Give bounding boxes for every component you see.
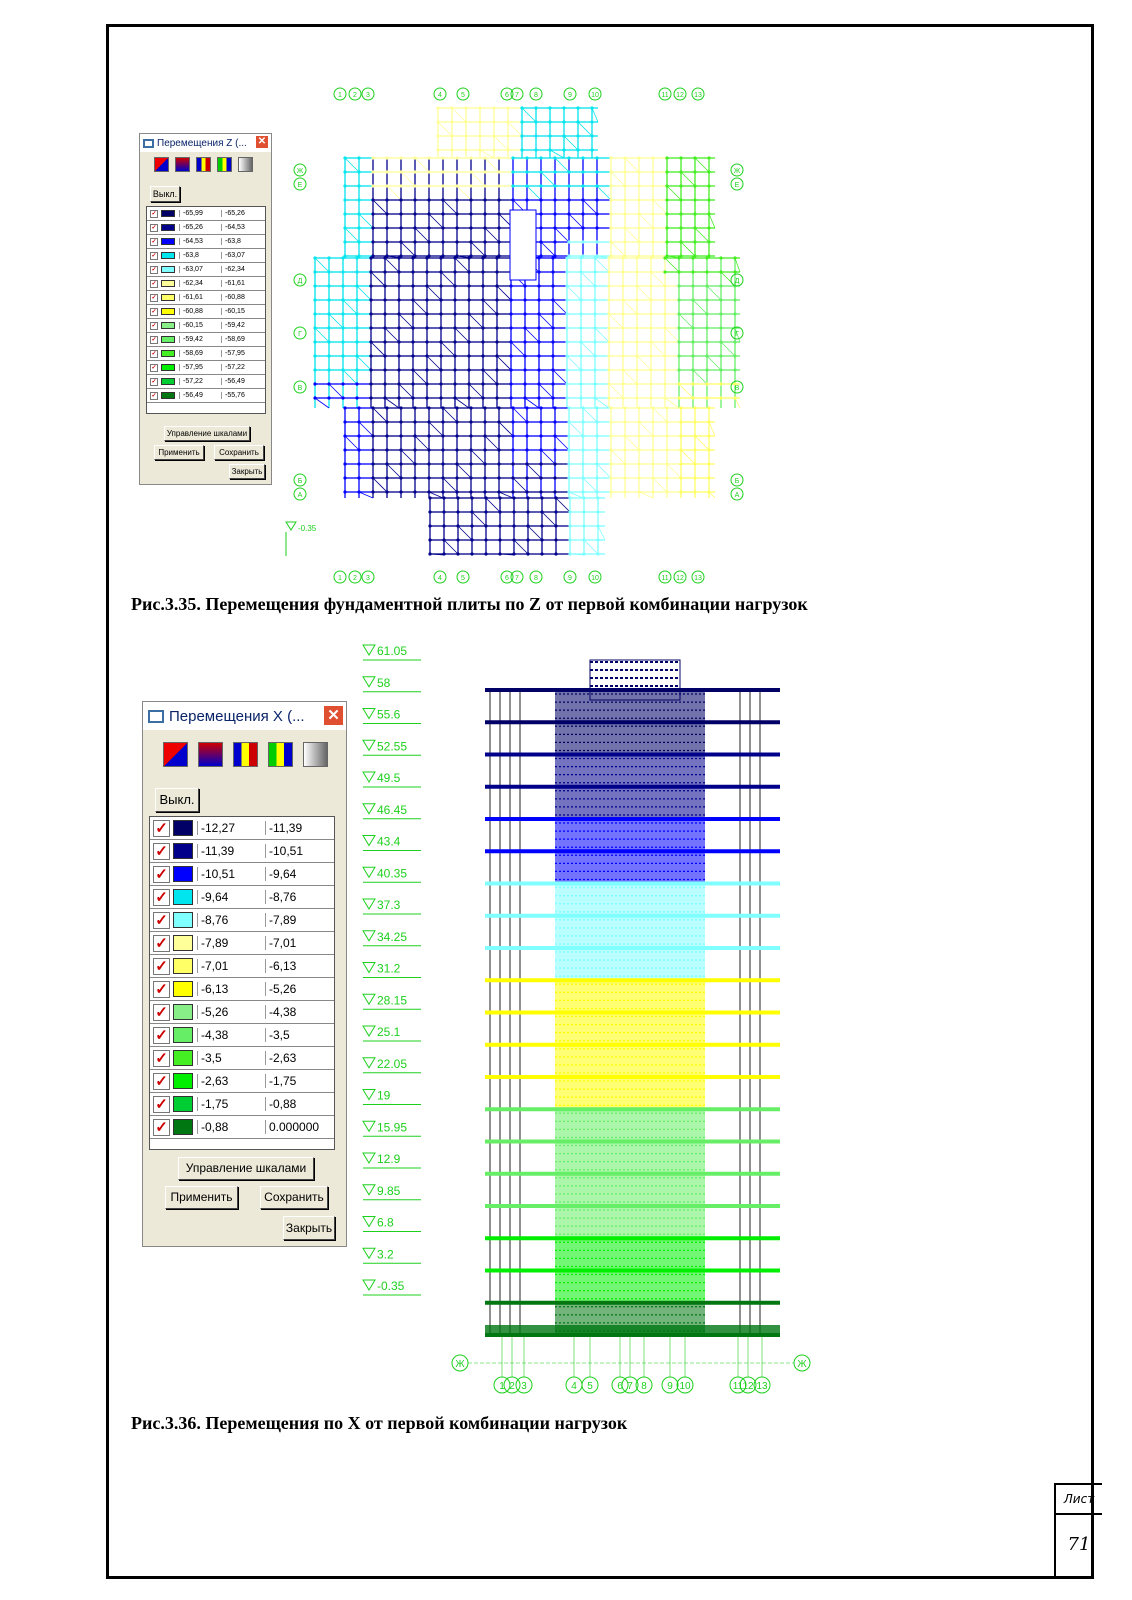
elevation-label: 40.35 (377, 866, 408, 881)
checkbox-icon[interactable]: ✓ (153, 866, 170, 883)
color-swatch[interactable] (173, 820, 193, 836)
section-axis-label: 7 (627, 1381, 633, 1392)
elevation-label: 58 (377, 675, 391, 690)
range-from: -11,39 (197, 844, 265, 858)
close-button[interactable]: Закрыть (283, 1216, 335, 1240)
off-button[interactable]: Выкл. (150, 186, 180, 202)
bottom-axis-label: 13 (694, 575, 702, 582)
range-from: -56,49 (179, 392, 221, 399)
range-to: -60,88 (221, 294, 263, 301)
range-to: -11,39 (265, 821, 333, 835)
save-button[interactable]: Сохранить (260, 1186, 328, 1209)
range-from: -57,95 (179, 364, 221, 371)
right-axis-label: Е (734, 182, 740, 189)
range-to: -4,38 (265, 1005, 333, 1019)
left-axis-label: Е (297, 182, 303, 189)
range-from: -2,63 (197, 1074, 265, 1088)
top-axis-label: 2 (353, 92, 357, 99)
color-swatch[interactable] (173, 912, 193, 928)
range-from: -57,22 (179, 378, 221, 385)
checkbox-icon[interactable]: ✓ (151, 280, 157, 287)
right-axis-label: В (734, 385, 740, 392)
left-axis-label: Г (298, 331, 302, 338)
elevation-label: 37.3 (377, 898, 401, 912)
scale-row[interactable] (147, 291, 265, 305)
range-to: -2,63 (265, 1051, 333, 1065)
apply-button[interactable]: Применить (154, 445, 204, 460)
panel-title: Перемещения X (... (169, 707, 305, 725)
close-icon[interactable]: ✕ (255, 135, 269, 149)
figure1-caption: Рис.3.35. Перемещения фундаментной плиты по Z от первой комбинации нагрузок (131, 594, 808, 614)
scheme-stripes-yellow-icon[interactable] (233, 742, 258, 767)
close-icon[interactable]: ✕ (323, 705, 344, 726)
elevation-label: 31.2 (377, 961, 401, 976)
elevation-label: 46.45 (377, 802, 408, 817)
elevation-label: 34.25 (377, 929, 408, 944)
range-to: -56,49 (221, 378, 263, 385)
checkbox-icon[interactable]: ✓ (151, 364, 157, 371)
elevation-label: 19 (377, 1088, 391, 1103)
checkbox-icon[interactable]: ✓ (153, 1027, 170, 1044)
range-to: -65,26 (221, 210, 263, 217)
section-axis-label: 10 (679, 1381, 691, 1392)
range-to: -0,88 (265, 1097, 333, 1111)
top-axis-label: 9 (568, 92, 572, 99)
color-scheme-row (163, 742, 328, 767)
range-to: -3,5 (265, 1028, 333, 1042)
section-axis-label: 5 (587, 1381, 593, 1392)
scale-row[interactable] (147, 361, 265, 375)
range-from: -62,34 (179, 280, 221, 287)
section-axis-markers (452, 1337, 810, 1393)
checkbox-icon[interactable]: ✓ (151, 322, 157, 329)
checkbox-icon[interactable]: ✓ (151, 308, 157, 315)
right-axis-label: Б (734, 478, 740, 485)
color-swatch[interactable] (161, 364, 175, 371)
top-axis-label: 4 (438, 92, 442, 99)
color-swatch[interactable] (173, 843, 193, 859)
checkbox-icon[interactable]: ✓ (153, 843, 170, 860)
right-axis-label: Д (734, 278, 740, 285)
scale-row[interactable] (147, 207, 265, 221)
left-axis-label: А (297, 492, 303, 499)
color-swatch[interactable] (173, 889, 193, 905)
scale-row[interactable] (147, 277, 265, 291)
section-axis-label: 6 (617, 1381, 623, 1392)
range-to: -64,53 (221, 224, 263, 231)
range-from: -6,13 (197, 982, 265, 996)
range-to: -60,15 (221, 308, 263, 315)
range-from: -1,75 (197, 1097, 265, 1111)
range-from: -65,99 (179, 210, 221, 217)
elevation-label: 12.9 (377, 1152, 401, 1166)
elevation-label: 52.55 (377, 739, 408, 754)
color-swatch[interactable] (173, 1004, 193, 1020)
plan-level-label: -0.35 (298, 524, 317, 533)
scheme-gradient-icon[interactable] (175, 157, 190, 172)
bottom-axis-label: 10 (591, 575, 599, 582)
range-to: -1,75 (265, 1074, 333, 1088)
scale-table (149, 816, 335, 1150)
checkbox-icon[interactable]: ✓ (151, 336, 157, 343)
top-axis-label: 11 (661, 92, 669, 99)
checkbox-icon[interactable]: ✓ (153, 1096, 170, 1113)
close-button[interactable]: Закрыть (229, 464, 265, 479)
displacement-x-panel (142, 701, 347, 1247)
range-to: -10,51 (265, 844, 333, 858)
range-from: -7,01 (197, 959, 265, 973)
bottom-axis-label: 8 (534, 575, 538, 582)
color-swatch[interactable] (173, 1073, 193, 1089)
range-to: -63,8 (221, 238, 263, 245)
plan-axis-markers (294, 88, 743, 583)
elevation-label: 3.2 (377, 1247, 394, 1262)
scheme-gray-icon[interactable] (303, 742, 328, 767)
range-from: -63,8 (179, 252, 221, 259)
range-to: -57,95 (221, 350, 263, 357)
color-swatch[interactable] (173, 1119, 193, 1135)
range-to: -55,76 (221, 392, 263, 399)
plan-level-marker (286, 522, 317, 556)
color-swatch[interactable] (173, 866, 193, 882)
top-axis-label: 12 (676, 92, 684, 99)
range-from: -10,51 (197, 867, 265, 881)
bottom-axis-label: 1 (338, 575, 342, 582)
section-axis-label: 12 (742, 1381, 754, 1392)
scale-row[interactable] (150, 1116, 334, 1139)
elevation-label: 6.8 (377, 1215, 394, 1230)
color-swatch[interactable] (161, 238, 175, 245)
elevation-label: 9.85 (377, 1183, 401, 1198)
apply-button[interactable]: Применить (165, 1186, 238, 1209)
elevation-label: 55.6 (377, 707, 401, 722)
window-icon (148, 710, 164, 723)
sheet-stamp (1054, 1483, 1102, 1579)
plan-mesh (313, 106, 740, 555)
checkbox-icon[interactable]: ✓ (153, 981, 170, 998)
top-axis-label: 1 (338, 92, 342, 99)
elevation-label: 43.4 (377, 834, 401, 849)
scale-table (146, 206, 266, 414)
checkbox-icon[interactable]: ✓ (151, 252, 157, 259)
color-swatch[interactable] (161, 322, 175, 329)
range-to: -7,01 (265, 936, 333, 950)
section-axis-label: 13 (756, 1381, 768, 1392)
elevation-label: 61.05 (377, 644, 408, 658)
color-swatch[interactable] (161, 224, 175, 231)
range-from: -3,5 (197, 1051, 265, 1065)
color-swatch[interactable] (161, 336, 175, 343)
color-swatch[interactable] (173, 958, 193, 974)
color-swatch[interactable] (161, 294, 175, 301)
checkbox-icon[interactable]: ✓ (151, 350, 157, 357)
range-from: -64,53 (179, 238, 221, 245)
section-side-axis-label: Ж (455, 1359, 465, 1370)
window-icon (143, 139, 154, 148)
scheme-stripes-green-icon[interactable] (217, 157, 232, 172)
range-from: -60,88 (179, 308, 221, 315)
scale-row[interactable] (150, 978, 334, 1001)
building-section-x-displacement (440, 650, 820, 1410)
elevation-label: 22.05 (377, 1056, 408, 1071)
section-side-axis-label: Ж (797, 1359, 807, 1370)
left-axis-label: Д (297, 278, 303, 285)
elevation-label: 49.5 (377, 771, 401, 785)
scale-row[interactable] (150, 1047, 334, 1070)
scale-row[interactable] (150, 1070, 334, 1093)
scale-row[interactable] (147, 319, 265, 333)
section-axis-label: 9 (667, 1381, 673, 1392)
checkbox-icon[interactable]: ✓ (151, 378, 157, 385)
elevation-label: 28.15 (377, 993, 408, 1008)
section-axis-label: 2 (509, 1381, 515, 1392)
checkbox-icon[interactable]: ✓ (153, 1050, 170, 1067)
bottom-axis-label: 2 (353, 575, 357, 582)
checkbox-icon[interactable]: ✓ (153, 1119, 170, 1136)
checkbox-icon[interactable]: ✓ (153, 1004, 170, 1021)
scale-row[interactable] (147, 249, 265, 263)
scale-row[interactable] (147, 347, 265, 361)
scale-row[interactable] (147, 389, 265, 403)
range-from: -4,38 (197, 1028, 265, 1042)
scale-row[interactable] (150, 840, 334, 863)
range-to: -58,69 (221, 336, 263, 343)
bottom-axis-label: 3 (366, 575, 370, 582)
range-to: -7,89 (265, 913, 333, 927)
bottom-axis-label: 6 (505, 575, 509, 582)
color-swatch[interactable] (173, 935, 193, 951)
checkbox-icon[interactable]: ✓ (153, 958, 170, 975)
scale-row[interactable] (147, 263, 265, 277)
sheet-label: Лист (1056, 1485, 1102, 1515)
panel-titlebar (140, 134, 271, 152)
elevation-label: 15.95 (377, 1120, 408, 1135)
section-axis-label: 8 (641, 1381, 647, 1392)
elevation-marks (355, 640, 435, 1340)
top-axis-label: 3 (366, 92, 370, 99)
top-axis-label: 10 (591, 92, 599, 99)
scale-row[interactable] (150, 863, 334, 886)
scale-row[interactable] (150, 817, 334, 840)
right-axis-label: Ж (733, 168, 741, 175)
scale-row[interactable] (150, 955, 334, 978)
scale-row[interactable] (150, 886, 334, 909)
scale-row[interactable] (147, 305, 265, 319)
checkbox-icon[interactable]: ✓ (151, 238, 157, 245)
range-to: -57,22 (221, 364, 263, 371)
range-from: -60,15 (179, 322, 221, 329)
scale-row[interactable] (147, 235, 265, 249)
scheme-gradient-icon[interactable] (198, 742, 223, 767)
color-swatch[interactable] (173, 1096, 193, 1112)
checkbox-icon[interactable]: ✓ (153, 935, 170, 952)
left-axis-label: Б (297, 478, 303, 485)
color-swatch[interactable] (173, 1050, 193, 1066)
bottom-axis-label: 7 (515, 575, 519, 582)
range-to: -6,13 (265, 959, 333, 973)
bottom-axis-label: 11 (661, 575, 669, 582)
right-axis-label: А (734, 492, 740, 499)
off-button[interactable]: Выкл. (155, 788, 199, 812)
color-scheme-row (154, 157, 253, 172)
scale-row[interactable] (147, 221, 265, 235)
panel-titlebar (143, 702, 346, 730)
color-swatch[interactable] (173, 1027, 193, 1043)
scale-row[interactable] (150, 932, 334, 955)
bottom-axis-label: 5 (461, 575, 465, 582)
right-axis-label: Г (735, 331, 739, 338)
scale-row[interactable] (147, 333, 265, 347)
bottom-axis-label: 4 (438, 575, 442, 582)
checkbox-icon[interactable]: ✓ (151, 392, 157, 399)
range-to: -5,26 (265, 982, 333, 996)
range-from: -58,69 (179, 350, 221, 357)
panel-title: Перемещения Z (... (157, 137, 247, 149)
range-from: -65,26 (179, 224, 221, 231)
range-to: -62,34 (221, 266, 263, 273)
checkbox-icon[interactable]: ✓ (151, 210, 157, 217)
section-axis-label: 4 (571, 1381, 577, 1392)
left-axis-label: В (297, 385, 303, 392)
range-from: -63,07 (179, 266, 221, 273)
checkbox-icon[interactable]: ✓ (151, 224, 157, 231)
manage-scales-button[interactable]: Управление шкалами (178, 1157, 314, 1180)
checkbox-icon[interactable]: ✓ (153, 820, 170, 837)
elevation-label: -0.35 (377, 1279, 405, 1293)
checkbox-icon[interactable]: ✓ (153, 889, 170, 906)
color-swatch[interactable] (161, 280, 175, 287)
scale-row[interactable] (150, 1001, 334, 1024)
section-axis-label: 1 (499, 1381, 505, 1392)
range-to: -59,42 (221, 322, 263, 329)
color-swatch[interactable] (161, 210, 175, 217)
scheme-stripes-green-icon[interactable] (268, 742, 293, 767)
displacement-z-panel (139, 133, 272, 485)
bottom-axis-label: 12 (676, 575, 684, 582)
scheme-red-blue-icon[interactable] (154, 157, 169, 172)
range-to: -61,61 (221, 280, 263, 287)
range-to: -63,07 (221, 252, 263, 259)
top-axis-label: 7 (515, 92, 519, 99)
scheme-stripes-yellow-icon[interactable] (196, 157, 211, 172)
sheet-number: 71 (1067, 1534, 1091, 1555)
scale-row[interactable] (150, 909, 334, 932)
scale-row[interactable] (147, 375, 265, 389)
range-from: -8,76 (197, 913, 265, 927)
range-from: -12,27 (197, 821, 265, 835)
range-from: -61,61 (179, 294, 221, 301)
section-axis-label: 11 (732, 1381, 744, 1392)
range-from: -9,64 (197, 890, 265, 904)
checkbox-icon[interactable]: ✓ (153, 912, 170, 929)
top-axis-label: 13 (694, 92, 702, 99)
scale-row[interactable] (150, 1024, 334, 1047)
scale-row[interactable] (150, 1093, 334, 1116)
range-to: -8,76 (265, 890, 333, 904)
elevation-label: 25.1 (377, 1025, 401, 1039)
range-from: -7,89 (197, 936, 265, 950)
checkbox-icon[interactable]: ✓ (153, 1073, 170, 1090)
save-button[interactable]: Сохранить (214, 445, 264, 460)
top-axis-label: 6 (505, 92, 509, 99)
color-swatch[interactable] (161, 266, 175, 273)
top-axis-label: 5 (461, 92, 465, 99)
manage-scales-button[interactable]: Управление шкалами (164, 426, 250, 441)
figure2-caption: Рис.3.36. Перемещения по X от первой комбинации нагрузок (131, 1413, 628, 1433)
scheme-red-blue-icon[interactable] (163, 742, 188, 767)
section-mesh (485, 660, 780, 1337)
top-axis-label: 8 (534, 92, 538, 99)
checkbox-icon[interactable]: ✓ (151, 266, 157, 273)
color-swatch[interactable] (173, 981, 193, 997)
range-from: -5,26 (197, 1005, 265, 1019)
color-swatch[interactable] (161, 378, 175, 385)
color-swatch[interactable] (161, 350, 175, 357)
scheme-gray-icon[interactable] (238, 157, 253, 172)
range-from: -59,42 (179, 336, 221, 343)
foundation-plate-plan (270, 80, 770, 585)
color-swatch[interactable] (161, 308, 175, 315)
color-swatch[interactable] (161, 252, 175, 259)
range-from: -0,88 (197, 1120, 265, 1134)
checkbox-icon[interactable]: ✓ (151, 294, 157, 301)
bottom-axis-label: 9 (568, 575, 572, 582)
section-axis-label: 3 (521, 1381, 527, 1392)
color-swatch[interactable] (161, 392, 175, 399)
range-to: -9,64 (265, 867, 333, 881)
range-to: 0.000000 (265, 1120, 333, 1134)
left-axis-label: Ж (296, 168, 304, 175)
